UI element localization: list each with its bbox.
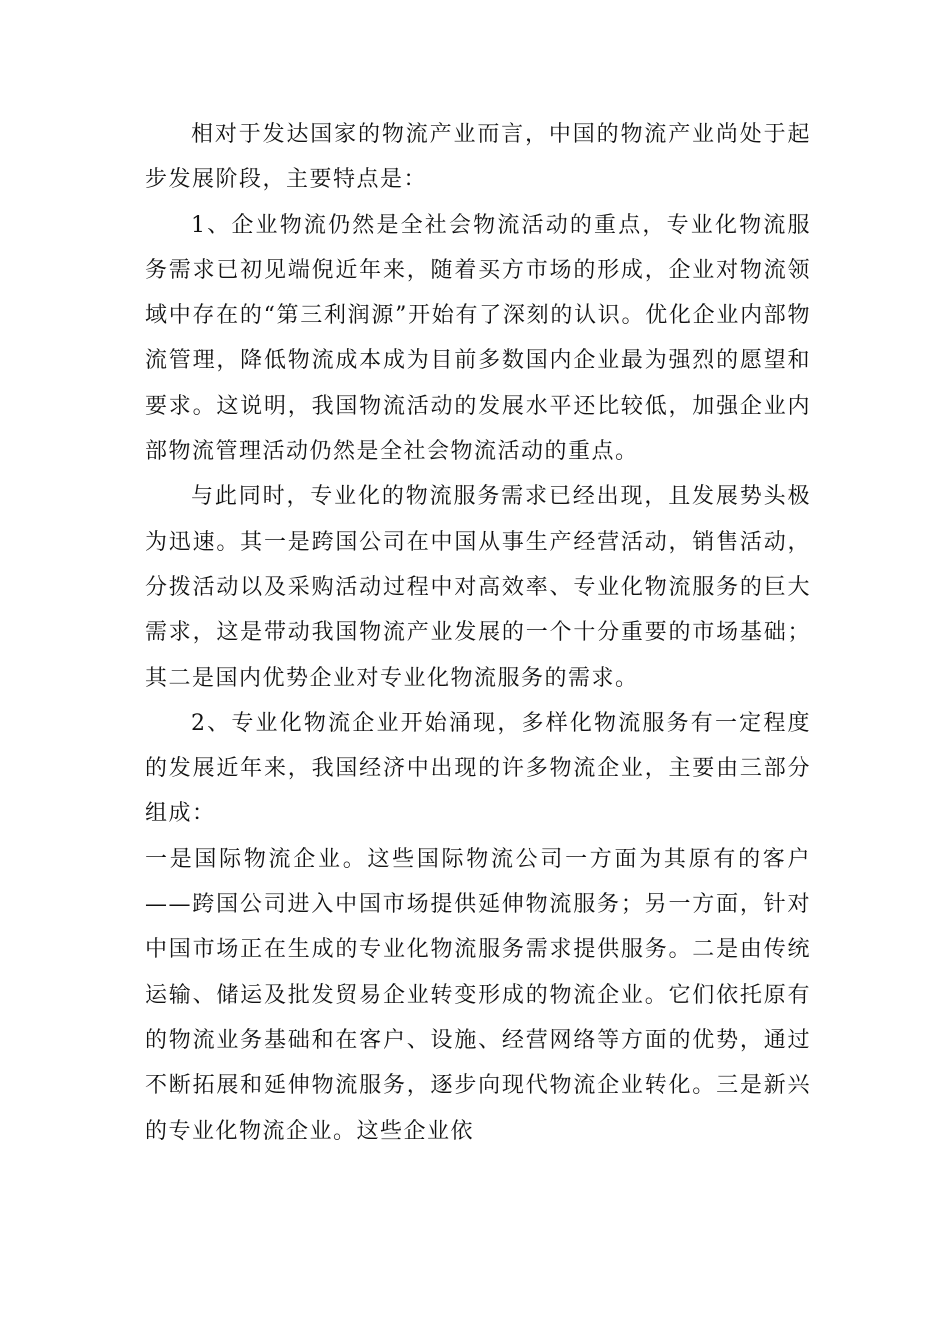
paragraph-intro: 相对于发达国家的物流产业而言，中国的物流产业尚处于起步发展阶段，主要特点是： xyxy=(145,122,811,193)
paragraph-specialized-demand: 与此同时，专业化的物流服务需求已经出现，且发展势头极为迅速。其一是跨国公司在中国从事生产经营活动，销售活动，分拨活动以及采购活动过程中对高效率、专业化物流服务的巨大需求，这是带动我国物流产业发展的一个十分重要的市场基础；其二是国内优势企业对专业化物流服务的需求。 xyxy=(145,484,811,691)
paragraph-enterprise-types: 一是国际物流企业。这些国际物流公司一方面为其原有的客户——跨国公司进入中国市场提供延伸物流服务；另一方面，针对中国市场正在生成的专业化物流服务需求提供服务。二是由传统运输、储运及批发贸易企业转变形成的物流企业。它们依托原有的物流业务基础和在客户、设施、经营网络等方面的优势，通过不断拓展和延伸物流服务，逐步向现代物流企业转化。三是新兴的专业化物流企业。这些企业依 xyxy=(145,846,811,1144)
body-text xyxy=(145,112,811,1154)
paragraph-point-2: 2、专业化物流企业开始涌现，多样化物流服务有一定程度的发展近年来，我国经济中出现的许多物流企业，主要由三部分组成： xyxy=(145,710,811,827)
paragraph-point-1: 1、企业物流仍然是全社会物流活动的重点，专业化物流服务需求已初见端倪近年来，随着买方市场的形成，企业对物流领域中存在的“第三利润源”开始有了深刻的认识。优化企业内部物流管理，降低物流成本成为目前多数国内企业最为强烈的愿望和要求。这说明，我国物流活动的发展水平还比较低，加强企业内部物流管理活动仍然是全社会物流活动的重点。 xyxy=(145,212,811,465)
